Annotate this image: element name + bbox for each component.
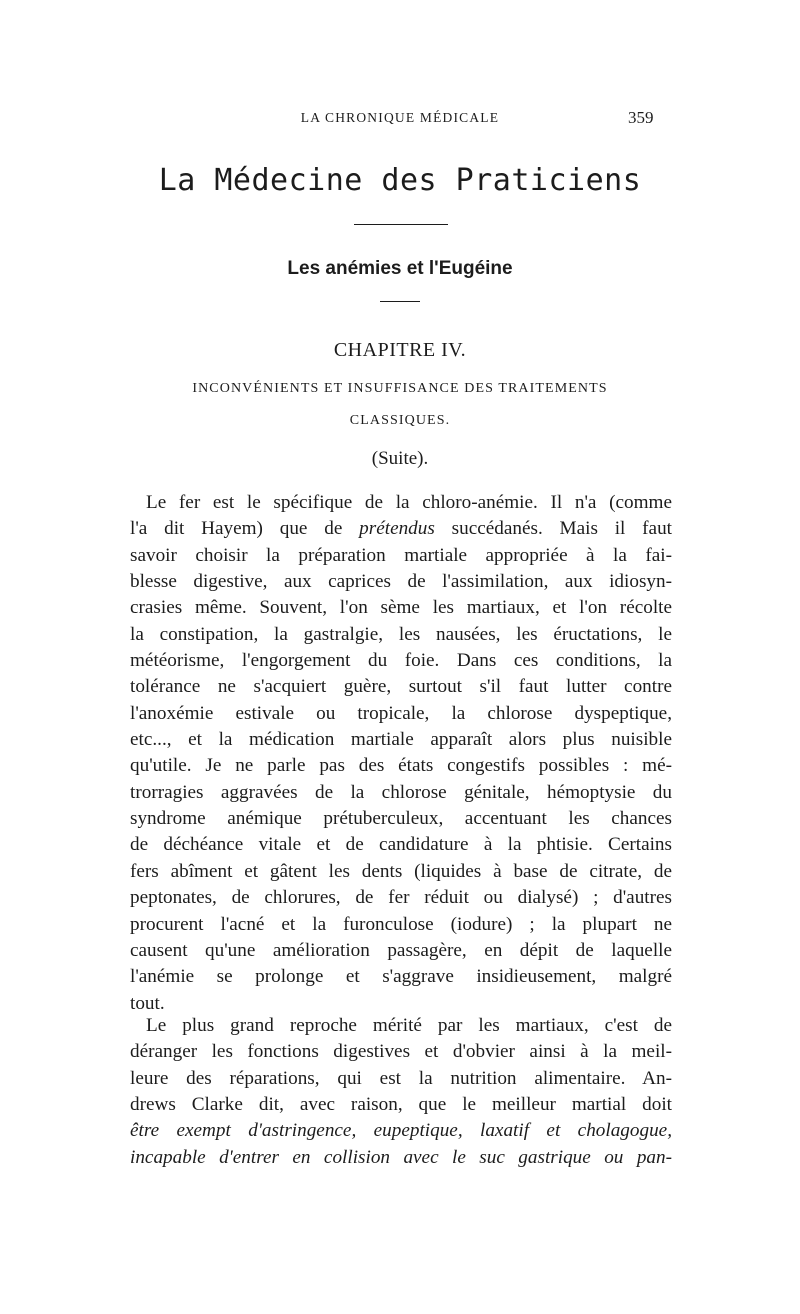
paragraph-line — [130, 885, 672, 911]
line-text: l'anémie se prolonge et s'aggrave insidieusement, malgré — [130, 966, 672, 988]
line-text: blesse digestive, aux caprices de l'assimilation, aux idiosyn- — [130, 571, 672, 593]
paragraph-line — [130, 622, 672, 648]
paragraph-line — [130, 780, 672, 806]
paragraph-line: Le plus grand reproche mérité par les martiaux, c'est de — [146, 1015, 672, 1036]
line-text: l'a dit Hayem) que de — [130, 518, 360, 540]
article-subtitle: Les anémies et l'Eugéine — [287, 258, 513, 279]
chapter-heading-line-2: CLASSIQUES. — [349, 413, 451, 428]
title-divider — [354, 224, 448, 225]
line-text: syndrome anémique prétuberculeux, accentuant les chances — [130, 808, 672, 830]
line-text: peptonates, de chlorures, de fer réduit ou dialysé) ; d'autres — [130, 887, 672, 909]
line-text: qu'utile. Je ne parle pas des états congestifs possibles : mé- — [130, 755, 672, 777]
line-text: succédanés. Mais il faut — [434, 518, 672, 540]
paragraph-line — [130, 543, 672, 569]
line-text: causent qu'une amélioration passagère, en dépit de laquelle — [130, 939, 672, 961]
paragraph-line — [130, 832, 672, 858]
paragraph-line — [130, 727, 672, 753]
article-title: La Médecine des Praticiens — [158, 163, 642, 198]
paragraph-line — [130, 859, 672, 885]
line-text: Le fer est le spécifique de la chloro-anémie. Il n'a (comme — [146, 492, 672, 513]
line-text: la constipation, la gastralgie, les nausées, les éructations, le — [130, 623, 672, 645]
page-number: 359 — [628, 108, 654, 127]
paragraph-line — [130, 753, 672, 779]
paragraph-line — [130, 595, 672, 621]
paragraph-line — [130, 938, 672, 964]
line-text: tout. — [130, 992, 165, 1014]
line-text: l'anoxémie estivale ou tropicale, la chlorose dyspeptique, — [130, 702, 672, 724]
paragraph-line-italic: incapable d'entrer en collision avec le suc gastrique ou pan- — [130, 1146, 672, 1168]
paragraph-line — [130, 912, 672, 938]
running-head — [0, 108, 800, 130]
paragraph-line — [130, 806, 672, 832]
line-text: tolérance ne s'acquiert guère, surtout s'il faut lutter contre — [130, 676, 672, 698]
paragraph-line — [130, 569, 672, 595]
line-text: trorragies aggravées de la chlorose génitale, hémoptysie du — [130, 781, 672, 803]
paragraph-line: déranger les fonctions digestives et d'obvier ainsi à la meil- — [130, 1041, 672, 1063]
paragraph-2 — [130, 1013, 672, 1171]
journal-title: LA CHRONIQUE MÉDICALE — [300, 110, 500, 125]
paragraph-line: leure des réparations, qui est la nutrition alimentaire. An- — [130, 1067, 672, 1089]
line-text: de déchéance vitale et de candidature à la phtisie. Certains — [130, 834, 672, 856]
paragraph-line — [130, 490, 672, 516]
paragraph-line: drews Clarke dit, avec raison, que le meilleur martial doit — [130, 1094, 672, 1116]
line-text: météorisme, l'engorgement du foie. Dans ces conditions, la — [130, 650, 672, 672]
paragraph-line — [130, 516, 672, 542]
paragraph-line — [130, 648, 672, 674]
chapter-heading-line-1: INCONVÉNIENTS ET INSUFFISANCE DES TRAITEMENTS — [192, 381, 608, 396]
chapter-number: CHAPITRE IV. — [333, 339, 467, 361]
paragraph-line — [130, 701, 672, 727]
paragraph-1 — [130, 490, 672, 1017]
paragraph-line — [130, 674, 672, 700]
line-text: etc..., et la médication martiale apparaît alors plus nuisible — [130, 729, 672, 751]
line-text: procurent l'acné et la furonculose (iodure) ; la plupart ne — [130, 913, 672, 935]
paragraph-line-italic: être exempt d'astringence, eupeptique, laxatif et cholagogue, — [130, 1120, 672, 1142]
line-text: fers abîment et gâtent les dents (liquides à base de citrate, de — [130, 860, 672, 882]
suite-note: (Suite). — [371, 448, 429, 469]
paragraph-line — [130, 964, 672, 990]
subtitle-divider — [380, 301, 420, 302]
emphasis-text: prétendus — [359, 518, 435, 540]
line-text: savoir choisir la préparation martiale appropriée à la fai- — [130, 544, 672, 566]
line-text: crasies même. Souvent, l'on sème les martiaux, et l'on récolte — [130, 597, 672, 619]
